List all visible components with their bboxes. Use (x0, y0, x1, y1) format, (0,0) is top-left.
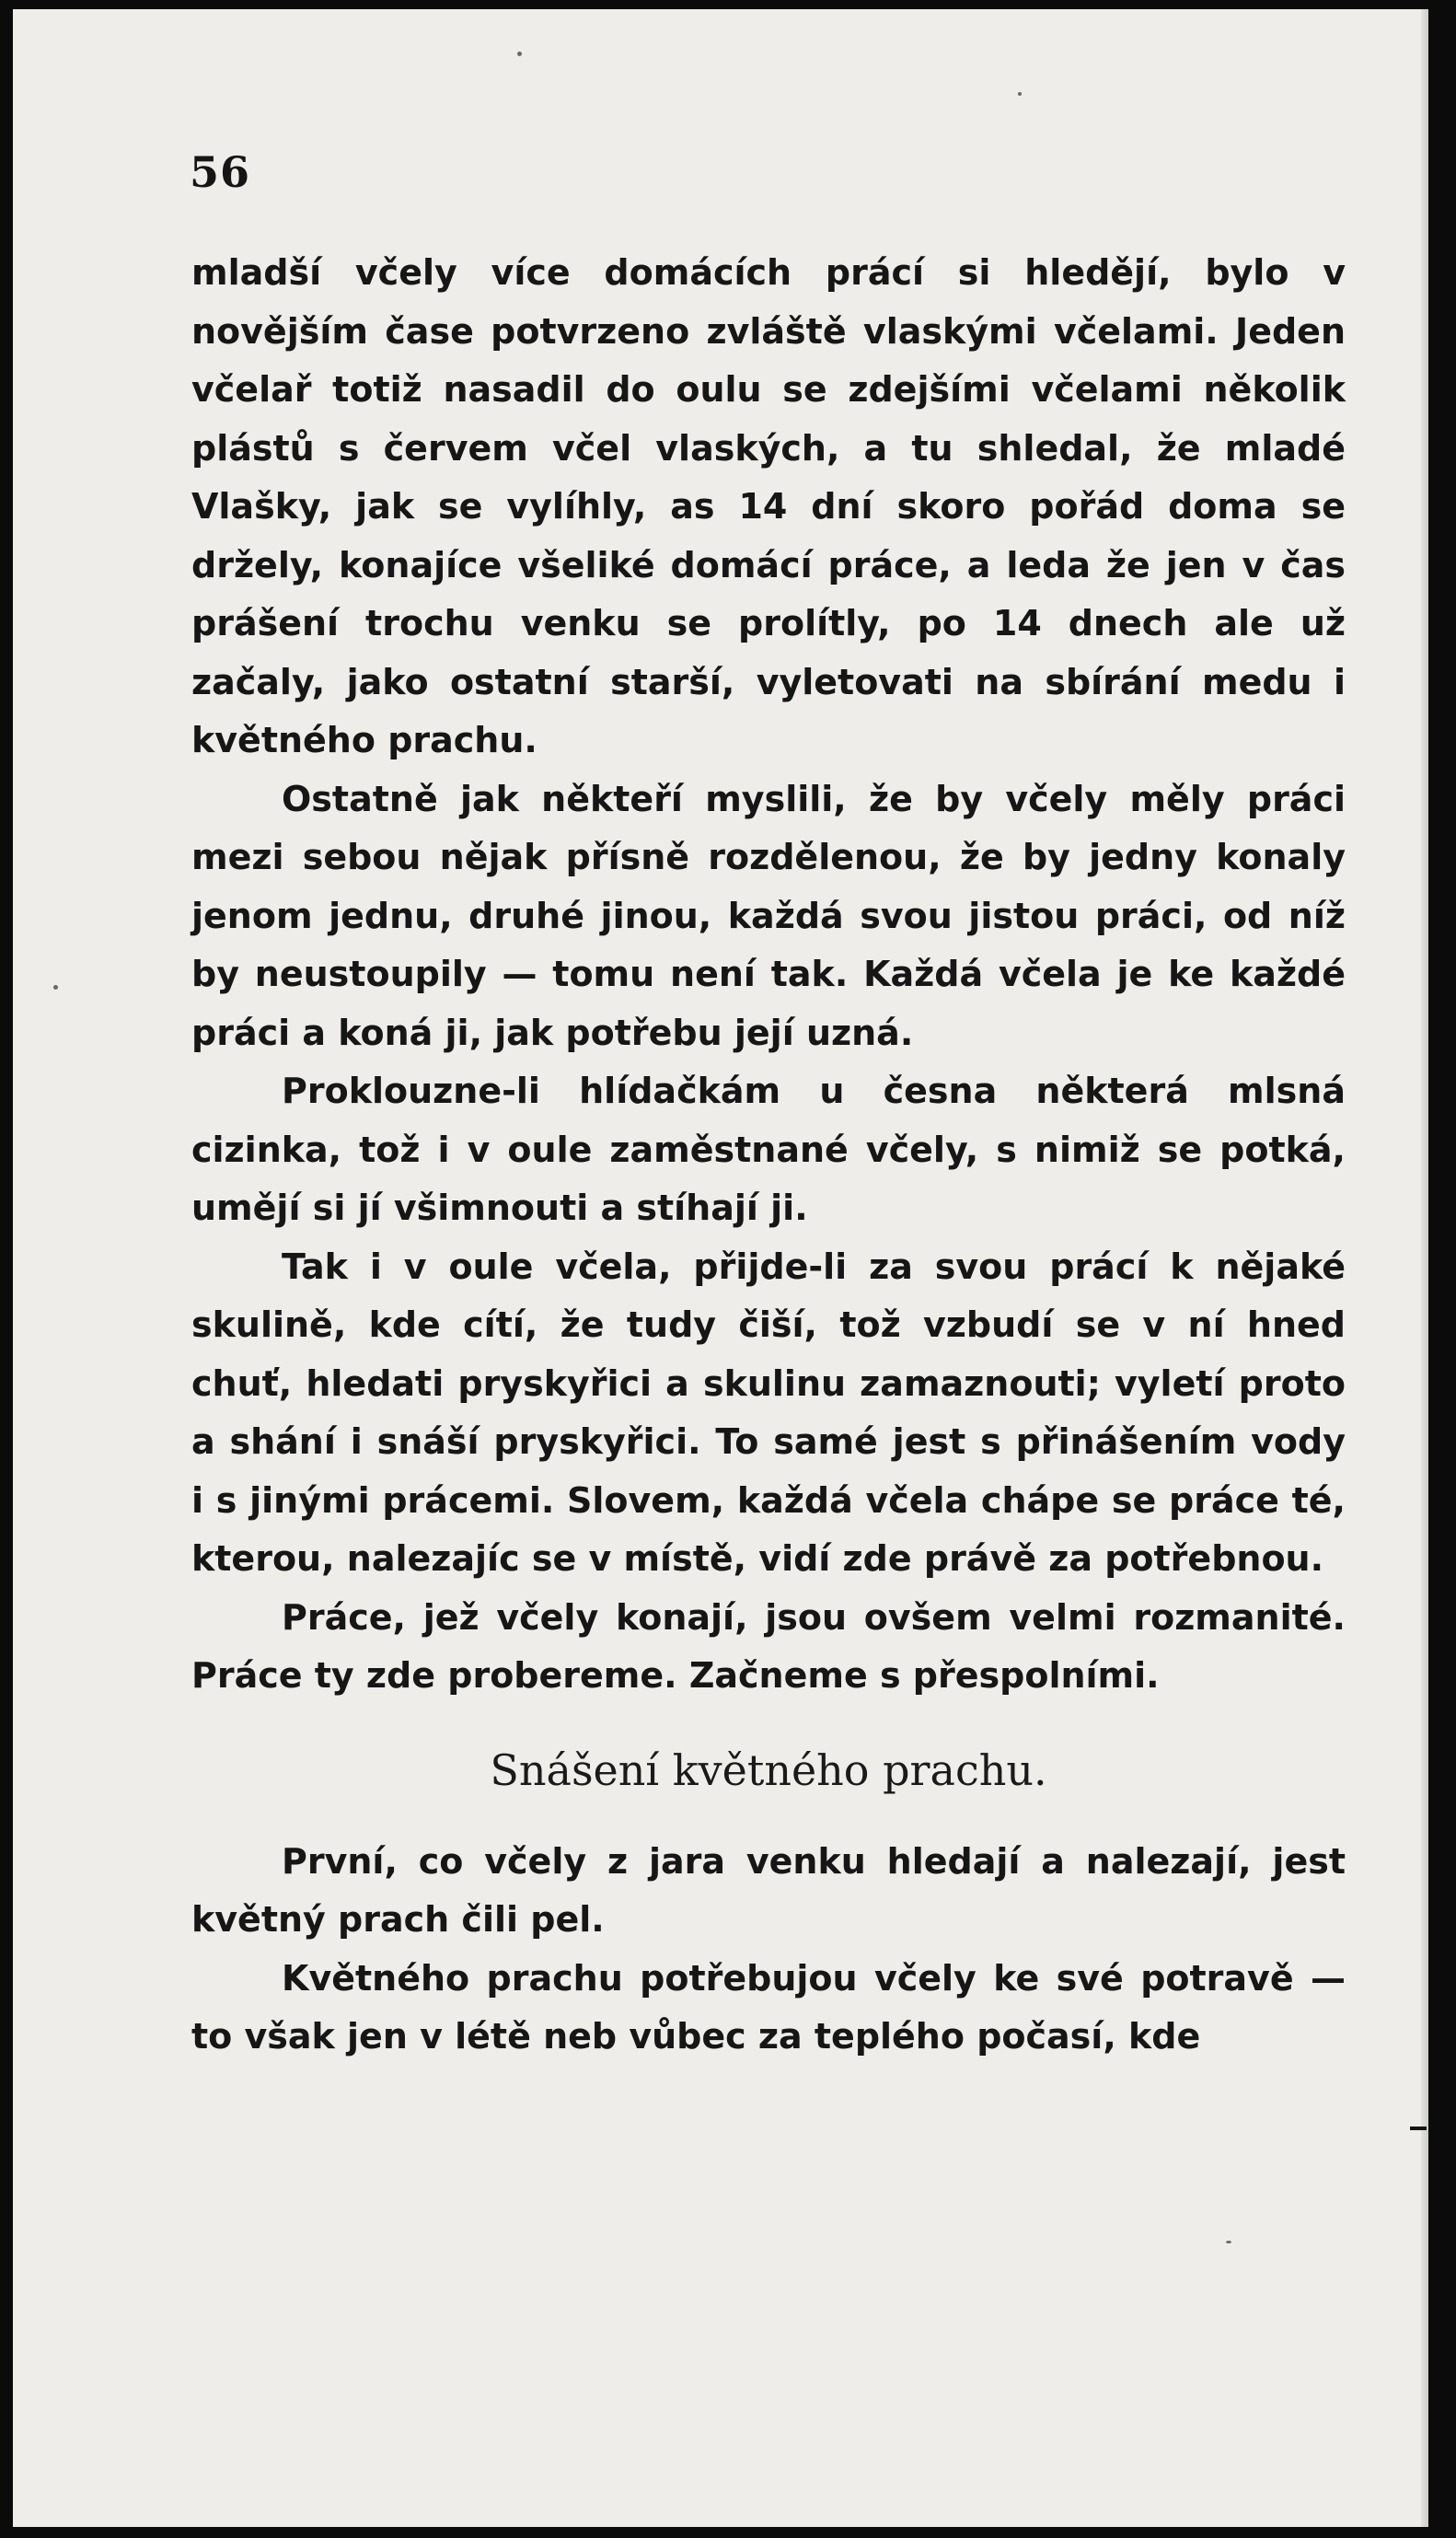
page-number: 56 (190, 147, 251, 197)
book-page (13, 9, 1428, 2527)
paragraph: mladší včely více domácích prácí si hledějí, bylo v novějším čase potvrzeno zvláště vlaskými včelami. Jeden včelař totiž nasadil do oulu se zdejšími včelami několik plástů s červem včel vlaských, a tu shledal, že mladé Vlašky, jak se vylíhly, as 14 dní skoro pořád doma se držely, konajíce všeliké domácí práce, a leda že jen v čas prášení trochu venku se prolítly, po 14 dnech ale už začaly, jako ostatní starší, vyletovati na sbírání medu i květného prachu. (191, 252, 1346, 760)
paragraph: Květného prachu potřebujou včely ke své potravě — to však jen v létě neb vůbec za teplého počasí, kde (191, 1957, 1346, 2057)
paragraph: Práce, jež včely konají, jsou ovšem velmi rozmanité. Práce ty zde probereme. Začneme s přespolními. (191, 1596, 1346, 1696)
page-edge-shadow (1421, 9, 1428, 2527)
scan-speck (517, 52, 522, 56)
scan-speck (1018, 92, 1022, 96)
margin-mark (1410, 2127, 1427, 2130)
paragraph: První, co včely z jara venku hledají a nalezají, jest květný prach čili pel. (191, 1840, 1346, 1940)
scan-speck (53, 985, 58, 990)
paragraph: Proklouzne-li hlídačkám u česna některá mlsná cizinka, tož i v oule zaměstnané včely, s nimiž se potká, umějí si jí všimnouti a stíhají ji. (191, 1071, 1346, 1228)
page-body-text (191, 244, 1346, 2067)
paragraph: Tak i v oule včela, přijde-li za svou prácí k nějaké skulině, kde cítí, že tudy čiší, tož vzbudí se v ní hned chuť, hledati pryskyřici a skulinu zamaznouti; vyletí proto a shání i snáší pryskyřici. To samé jest s přinášením vody i s jinými prácemi. Slovem, každá včela chápe se práce té, kterou, nalezajíc se v místě, vidí zde právě za potřebnou. (191, 1246, 1346, 1579)
section-heading: Snášení květného prachu. (490, 1744, 1047, 1795)
paragraph: Ostatně jak někteří myslili, že by včely měly práci mezi sebou nějak přísně rozdělenou, že by jedny konaly jenom jednu, druhé jinou, každá svou jistou práci, od níž by neustoupily — tomu není tak. Každá včela je ke každé práci a koná ji, jak potřebu její uzná. (191, 778, 1346, 1053)
scan-speck (1226, 2241, 1231, 2243)
